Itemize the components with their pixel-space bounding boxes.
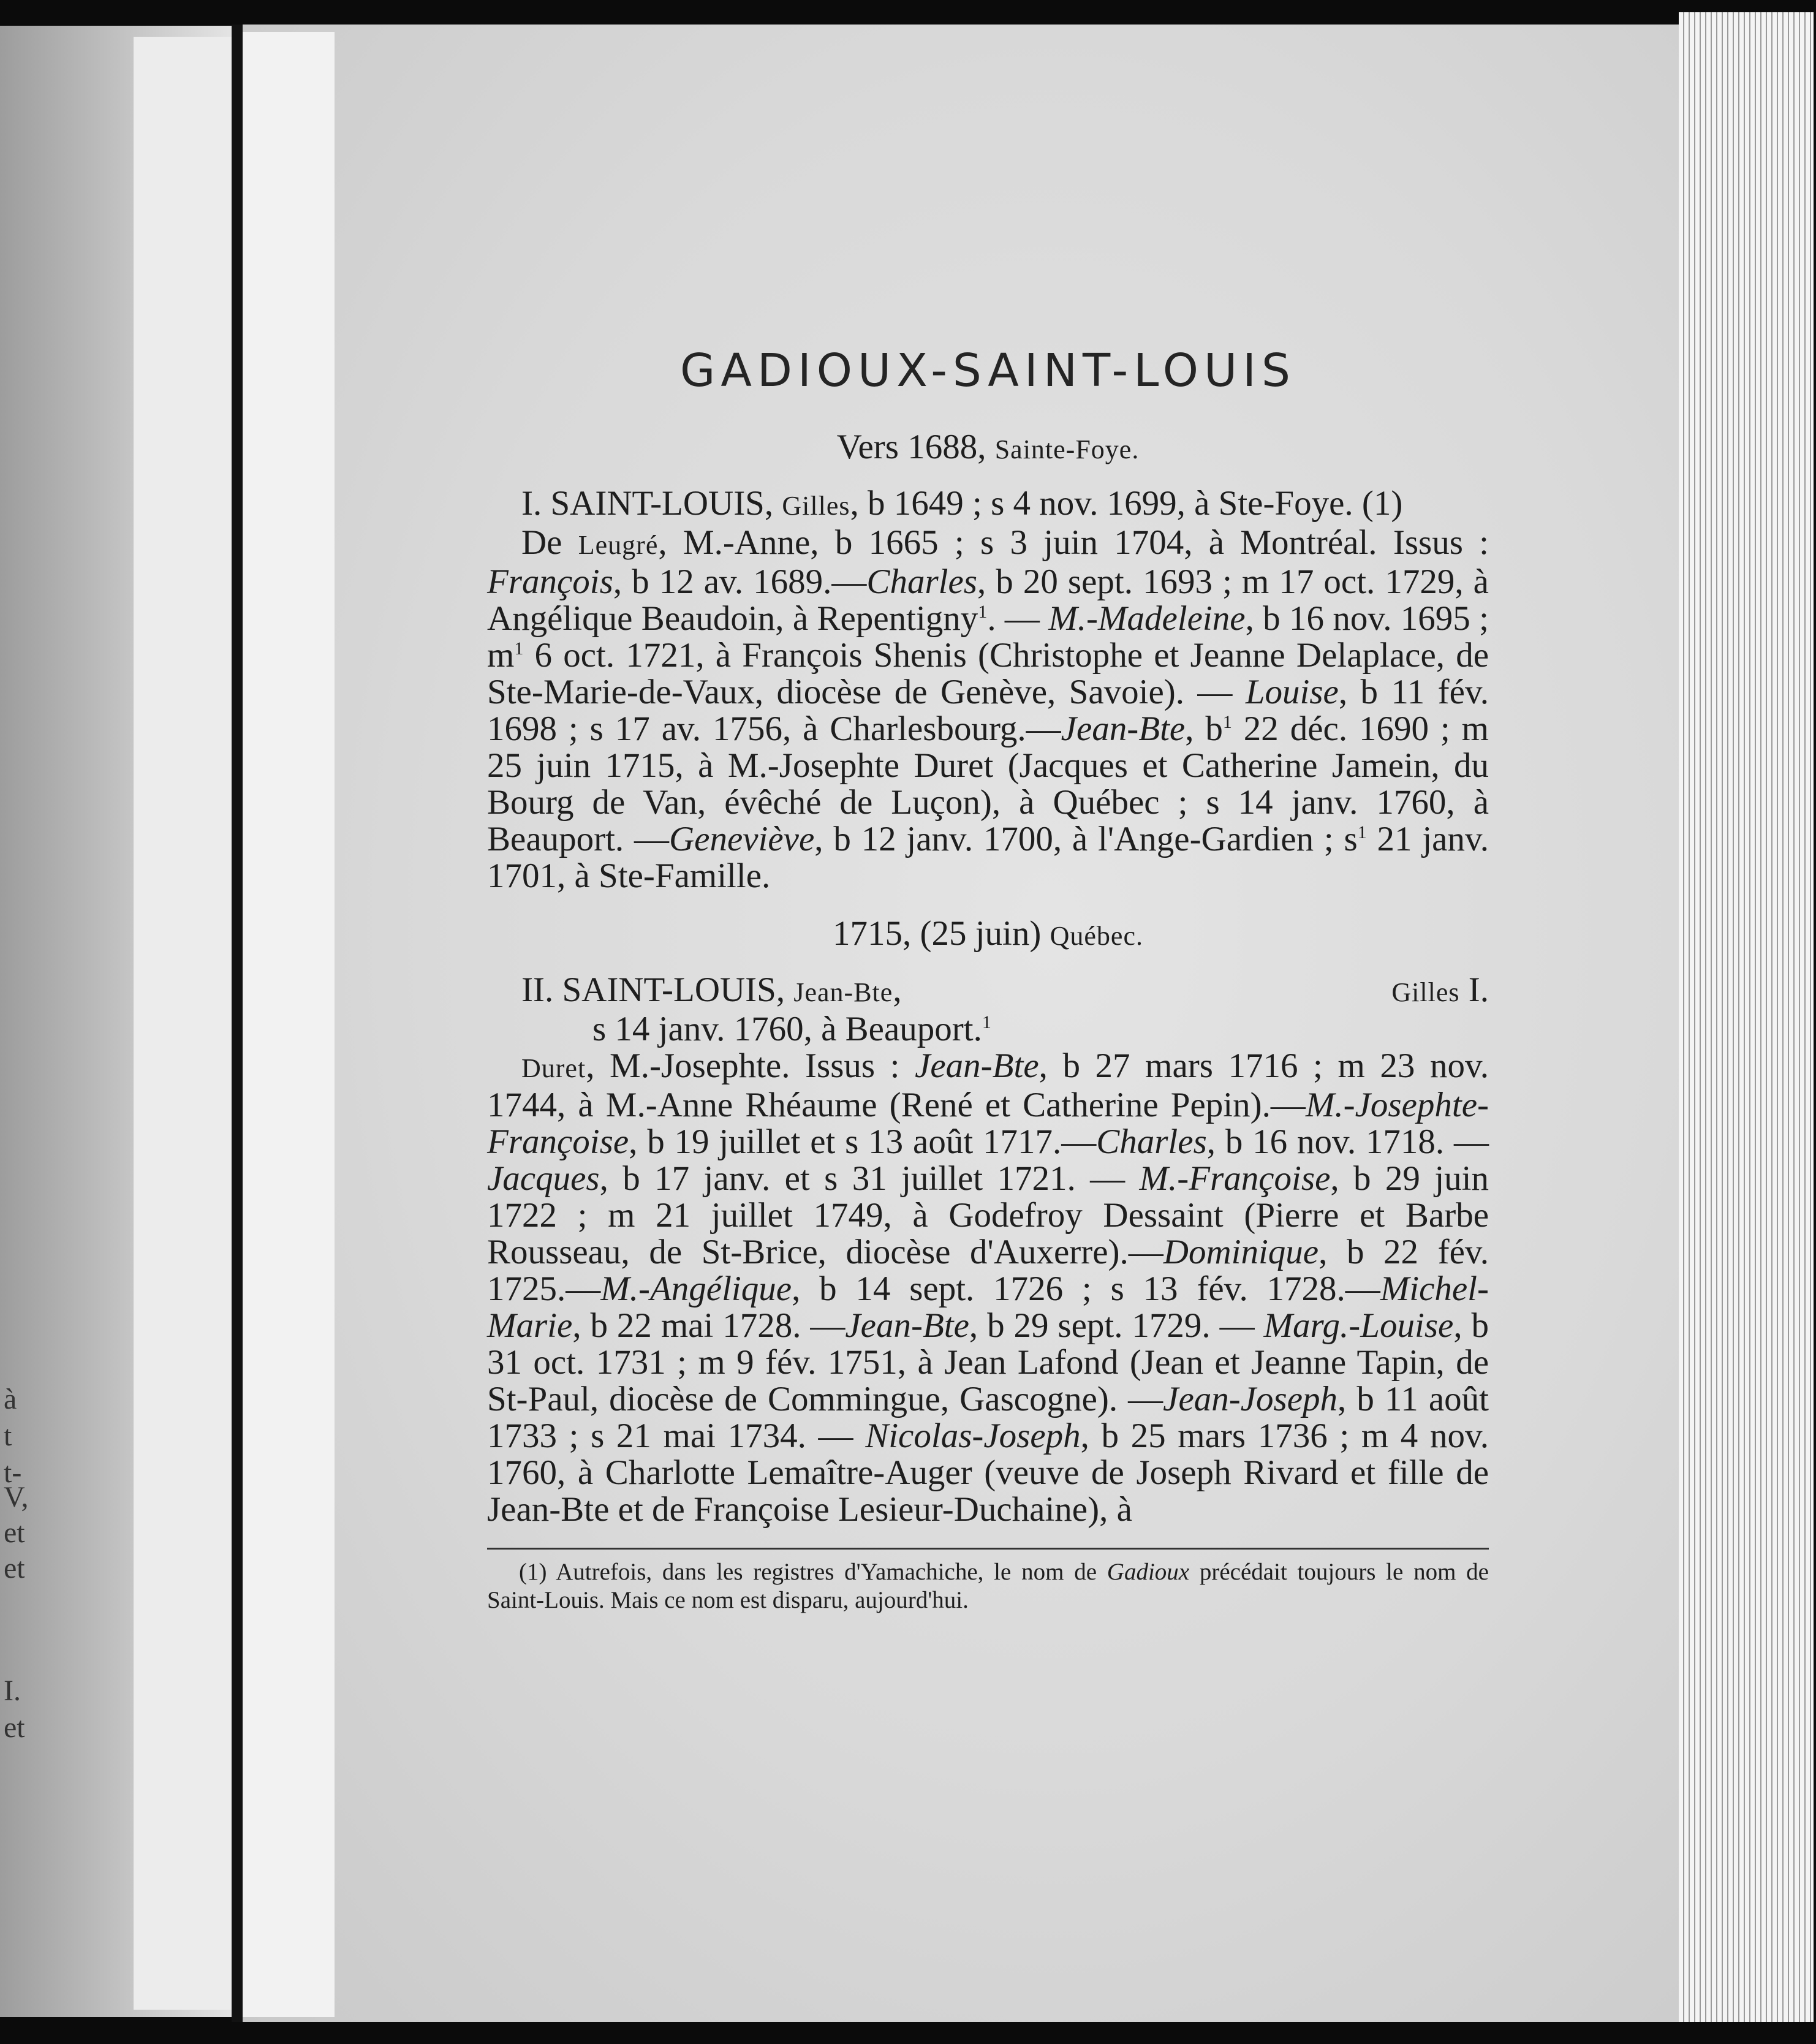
parent-reference (1391, 972, 1489, 1011)
child-text: , b 12 av. 1689.— (613, 562, 867, 601)
footnote-text: précédait toujours le nom de Saint-Louis. Mais ce nom est disparu, aujourd'hui. (487, 1559, 1489, 1613)
child-text: , b 27 mars 1716 ; m 23 nov. 1744, à M.-Anne Rhéaume (René et Catherine Pepin).— (487, 1047, 1489, 1124)
parent-generation: I. (1459, 971, 1489, 1009)
child-text: , b 12 janv. 1700, à l'Ange-Gardien ; s (814, 820, 1358, 858)
spouse-prefix: De (521, 523, 578, 562)
superscript: 1 (982, 1012, 991, 1032)
footnote-italic: Gadioux (1107, 1559, 1190, 1585)
superscript: 1 (514, 638, 524, 659)
superscript: 1 (1222, 712, 1232, 732)
margin-fragment: et (4, 1552, 25, 1584)
child-text: 21 janv. 1701, à Ste-Famille. (487, 820, 1489, 895)
left-page-margin (134, 37, 232, 2010)
parent-name: Gilles (1391, 977, 1460, 1007)
entry-head (521, 972, 902, 1011)
spouse-name: Duret (521, 1053, 586, 1083)
child-name: Louise (1245, 673, 1339, 711)
margin-fragment: t (4, 1420, 12, 1452)
child-text: , b 16 nov. 1695 ; m (487, 599, 1489, 675)
superscript: 1 (978, 602, 988, 622)
margin-fragment: à (4, 1383, 17, 1415)
child-name: Jacques (487, 1159, 600, 1198)
child-name: Geneviève (668, 820, 815, 858)
section-heading-2 (487, 915, 1489, 955)
section-heading-place: Sainte-Foye. (994, 434, 1140, 464)
margin-fragment: et (4, 1516, 25, 1549)
footnote-text: (1) Autrefois, dans les registres d'Yamachiche, le nom de (519, 1559, 1107, 1585)
footnote-divider (487, 1548, 1489, 1550)
section-heading-text: 1715, (25 juin) (832, 914, 1050, 953)
entry-generation-2 (487, 972, 1489, 1011)
margin-fragment: I. (4, 1675, 21, 1707)
child-name: François (487, 562, 613, 601)
left-page-text-fragments (0, 0, 37, 2044)
page-edges (1679, 12, 1814, 2022)
child-text: , b 14 sept. 1726 ; s 13 fév. 1728.— (792, 1270, 1380, 1308)
child-text: , b 11 fév. 1698 ; s 17 av. 1756, à Charlesbourg.— (487, 673, 1489, 748)
child-name: Jean-Bte (845, 1306, 969, 1345)
page-title: GADIOUX-SAINT-LOUIS (680, 344, 1296, 397)
child-name: M.-Josephte-Françoise (487, 1086, 1489, 1161)
child-text: , b 29 juin 1722 ; m 21 juillet 1749, à Godefroy Dessaint (Pierre et Barbe Rousseau, de St-Brice, diocèse d'Auxerre).— (487, 1159, 1489, 1271)
child-name: Jean-Bte (915, 1047, 1039, 1085)
book-gutter (232, 25, 243, 2022)
child-text: , b 11 août 1733 ; s 21 mai 1734. — (487, 1380, 1489, 1455)
entry-text: , b 1649 ; s 4 nov. 1699, à Ste-Foye. (1) (850, 484, 1403, 523)
child-text: , b 16 nov. 1718. — (1206, 1122, 1489, 1161)
section-heading-place: Québec. (1050, 921, 1143, 951)
child-text: , b 17 janv. et s 31 juillet 1721. — (599, 1159, 1140, 1198)
child-name: Charles (1096, 1122, 1207, 1161)
entry-generation-1 (487, 485, 1489, 524)
child-text: 22 déc. 1690 ; m 25 juin 1715, à M.-Josephte Duret (Jacques et Catherine Jamein, du Bourg de Van, évêché de Luçon), à Québec ; s 14 janv. 1760, à Beauport. — (487, 710, 1489, 858)
child-text: , b 20 sept. 1693 ; m 17 oct. 1729, à Angélique Beaudoin, à Repentigny (487, 562, 1489, 638)
child-text: , b 29 sept. 1729. — (969, 1306, 1264, 1345)
child-name: M.-Angélique (600, 1270, 792, 1308)
section-heading-1 (487, 429, 1489, 468)
child-text: , b (1185, 710, 1223, 748)
burial-line (487, 1011, 1489, 1048)
superscript: 1 (1357, 822, 1367, 842)
child-name: Charles (866, 562, 977, 601)
entry-spouse-and-children-2 (487, 1048, 1489, 1528)
entry-name-tail: , (893, 971, 902, 1009)
section-heading-text: Vers 1688, (836, 428, 995, 466)
entry-name: Gilles (782, 491, 850, 521)
footnote (487, 1558, 1489, 1614)
spouse-text: , M.-Anne, b 1665 ; s 3 juin 1704, à Montréal. (658, 523, 1377, 562)
burial-text: s 14 janv. 1760, à Beauport. (592, 1010, 982, 1048)
margin-fragment: V, (4, 1481, 29, 1513)
child-text: , b 22 mai 1728. — (572, 1306, 846, 1345)
child-name: Dominique (1163, 1233, 1319, 1271)
entry-numeral: I. SAINT-LOUIS, (521, 484, 782, 523)
spouse-name: Leugré (578, 530, 659, 560)
page-content (487, 343, 1489, 1614)
child-text: 6 oct. 1721, à François Shenis (Christophe et Jeanne Delaplace, de Ste-Marie-de-Vaux, diocèse de Genève, Savoie). — (487, 636, 1489, 711)
margin-fragment: et (4, 1711, 25, 1744)
issues-label: Issus : (1393, 523, 1489, 562)
entry-spouse-and-children-1 (487, 524, 1489, 895)
child-text: , M.-Josephte. Issus : (586, 1047, 915, 1085)
child-text: , b 31 oct. 1731 ; m 9 fév. 1751, à Jean Lafond (Jean et Jeanne Tapin, de St-Paul, diocèse de Commingue, Gascogne). — (487, 1306, 1489, 1418)
child-text: , b 22 fév. 1725.— (487, 1233, 1489, 1308)
margin-fragment: t- (4, 1456, 22, 1489)
child-name: M.-Françoise (1139, 1159, 1331, 1198)
entry-name: Jean-Bte (793, 977, 893, 1007)
child-text: . — (987, 599, 1049, 638)
child-text: , b 19 juillet et s 13 août 1717.— (629, 1122, 1097, 1161)
child-text: , b 25 mars 1736 ; m 4 nov. 1760, à Charlotte Lemaître-Auger (veuve de Joseph Rivard et fille de Jean-Bte et de Françoise Lesieur-Duchaine), à (487, 1417, 1489, 1529)
child-name: Jean-Bte (1061, 710, 1186, 748)
child-name: Nicolas-Joseph (865, 1417, 1081, 1455)
child-name: Michel-Marie (487, 1270, 1489, 1345)
child-name: Jean-Joseph (1163, 1380, 1338, 1418)
right-page-margin (243, 32, 335, 2017)
entry-numeral: II. SAINT-LOUIS, (521, 971, 794, 1009)
child-name: Marg.-Louise (1263, 1306, 1454, 1345)
child-name: M.-Madeleine (1048, 599, 1246, 638)
